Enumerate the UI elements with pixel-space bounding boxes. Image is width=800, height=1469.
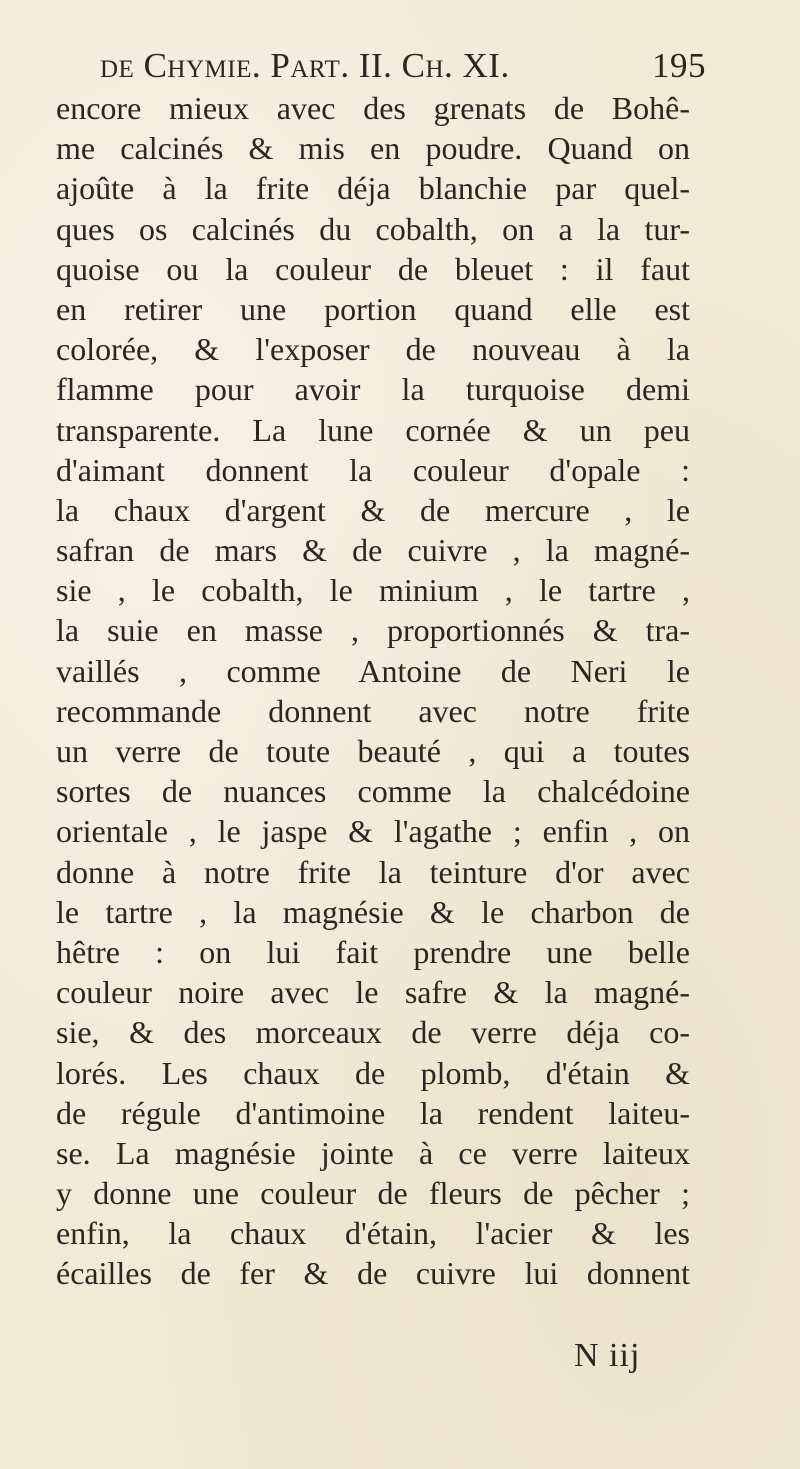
text-line: transparente. La lune cornée & un peu	[56, 411, 690, 448]
text-line: safran de mars & de cuivre , la magné-	[56, 532, 690, 569]
text-line: sie, & des morceaux de verre déja co-	[56, 1014, 690, 1051]
text-line: en retirer une portion quand elle est	[56, 290, 690, 327]
text-line: de régule d'antimoine la rendent laiteu-	[56, 1094, 690, 1131]
page-number: 195	[652, 46, 706, 85]
signature-mark: N iij	[574, 1337, 641, 1374]
text-line: enfin, la chaux d'étain, l'acier & les	[56, 1215, 690, 1252]
text-line: se. La magnésie jointe à ce verre laiteux	[56, 1134, 690, 1171]
text-line: un verre de toute beauté , qui a toutes	[56, 733, 690, 769]
text-line: encore mieux avec des grenats de Bohê-	[56, 90, 690, 126]
text-line: le tartre , la magnésie & le charbon de	[56, 893, 690, 930]
text-line: flamme pour avoir la turquoise demi	[56, 371, 690, 408]
text-line: quoise ou la couleur de bleuet : il faut	[56, 250, 690, 287]
text-line: ques os calcinés du cobalth, on a la tur-	[56, 210, 690, 247]
text-line: ajoûte à la frite déja blanchie par quel-	[56, 170, 690, 207]
running-head-title: de Chymie. Part. II. Ch. XI.	[100, 46, 510, 85]
text-line: donne à notre frite la teinture d'or avec	[56, 853, 690, 890]
text-line: sortes de nuances comme la chalcédoine	[56, 773, 690, 810]
text-line: orientale , le jaspe & l'agathe ; enfin , on	[56, 813, 690, 850]
running-head	[100, 44, 706, 88]
text-line: couleur noire avec le safre & la magné-	[56, 974, 690, 1011]
text-line: colorée, & l'exposer de nouveau à la	[56, 331, 690, 368]
text-line: hêtre : on lui fait prendre une belle	[56, 933, 690, 970]
text-line: sie , le cobalth, le minium , le tartre ,	[56, 572, 690, 609]
text-line: y donne une couleur de fleurs de pêcher ;	[56, 1175, 690, 1212]
text-line: me calcinés & mis en poudre. Quand on	[56, 130, 690, 167]
text-line: lorés. Les chaux de plomb, d'étain &	[56, 1054, 690, 1091]
text-line: recommande donnent avec notre frite	[56, 692, 690, 729]
text-line: d'aimant donnent la couleur d'opale :	[56, 451, 690, 488]
text-line: la suie en masse , proportionnés & tra-	[56, 612, 690, 649]
text-line: vaillés , comme Antoine de Neri le	[56, 652, 690, 689]
text-line: écailles de fer & de cuivre lui donnent	[56, 1255, 690, 1292]
body-text	[56, 88, 690, 1294]
text-line: la chaux d'argent & de mercure , le	[56, 491, 690, 528]
